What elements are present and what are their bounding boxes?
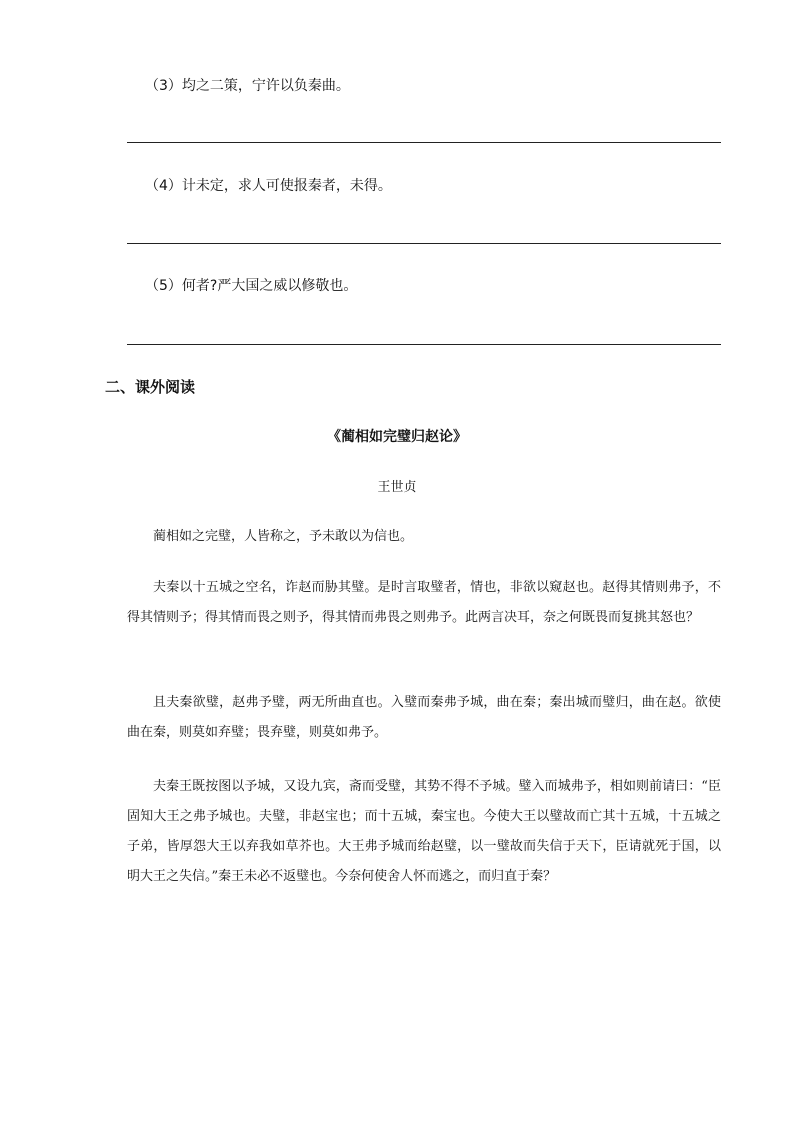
section-title: 二、课外阅读 [105, 378, 196, 396]
answer-line-3 [127, 142, 721, 143]
essay-paragraph-3: 且夫秦欲璧，赵弗予璧，两无所曲直也。入璧而秦弗予城，曲在秦；秦出城而璧归，曲在赵。欲使曲在秦，则莫如弃璧；畏弃璧，则莫如弗予。 [127, 695, 721, 740]
question-3: （3）均之二策，宁许以负秦曲。 [145, 78, 350, 94]
essay-paragraph-2: 夫秦以十五城之空名，诈赵而胁其璧。是时言取璧者，情也，非欲以窥赵也。赵得其情则弗予，不得其情则予；得其情而畏之则予，得其情而弗畏之则弗予。此两言决耳，奈之何既畏而复挑其怒也？ [127, 580, 721, 625]
question-5: （5）何者?严大国之威以修敬也。 [145, 278, 358, 294]
answer-line-4 [127, 243, 721, 244]
question-4: （4）计未定，求人可使报秦者，未得。 [145, 178, 392, 194]
essay-author: 王世贞 [377, 480, 417, 495]
essay-paragraph-1: 蔺相如之完璧，人皆称之，予未敢以为信也。 [153, 529, 414, 544]
essay-paragraph-4: 夫秦王既按图以予城，又设九宾，斋而受璧，其势不得不予城。璧入而城弗予，相如则前请曰：“臣固知大王之弗予城也。夫璧，非赵宝也；而十五城，秦宝也。今使大王以璧故而亡其十五城，十五城之子弟，皆厚怨大王以弃我如草芥也。大王弗予城而绐赵璧，以一璧故而失信于天下，臣请就死于国，以明大王之失信。”秦王未必不返璧也。今奈何使舍人怀而逃之，而归直于秦？ [127, 779, 721, 884]
essay-title: 《蔺相如完璧归赵论》 [327, 429, 467, 445]
answer-line-5 [127, 344, 721, 345]
